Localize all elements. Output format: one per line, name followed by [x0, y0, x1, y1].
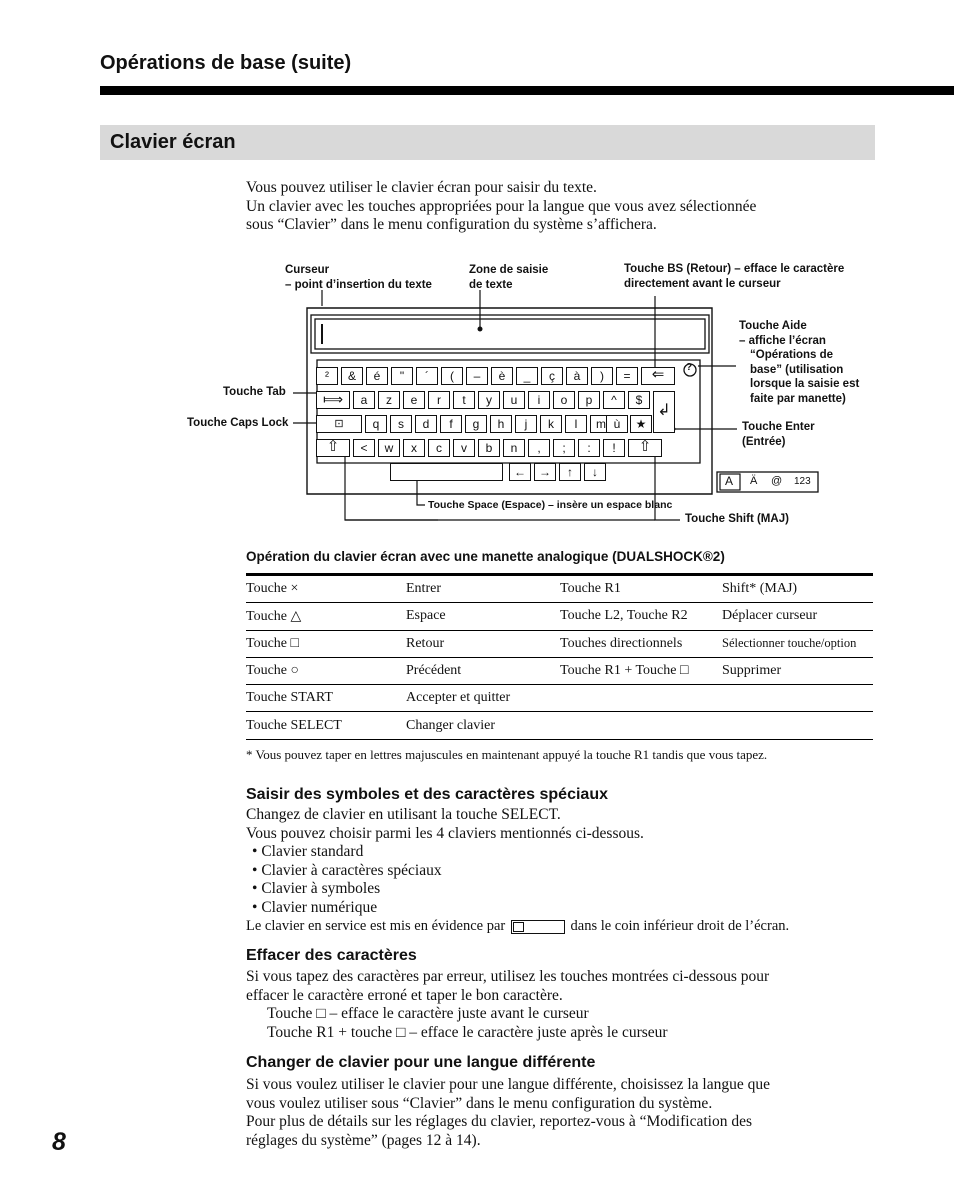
help-icon-glyph: ?: [686, 362, 693, 373]
label-tab-key: Touche Tab: [223, 386, 286, 398]
list-item: Touche □ – efface le caractère juste avant le curseur: [267, 1005, 589, 1022]
tab-key-icon: ⟾: [316, 391, 350, 409]
key: ;: [553, 439, 575, 457]
mode-standard: A: [725, 474, 734, 488]
key: !: [603, 439, 625, 457]
table-row: [246, 603, 873, 630]
table-cell: Touche ○: [246, 658, 402, 685]
key: _: [516, 367, 538, 385]
key: h: [490, 415, 512, 433]
key: d: [415, 415, 437, 433]
key: c: [428, 439, 450, 457]
key: ^: [603, 391, 625, 409]
key: w: [378, 439, 400, 457]
table-cell: Touche R1 + Touche □: [556, 658, 718, 685]
key: à: [566, 367, 588, 385]
key: r: [428, 391, 450, 409]
key: ": [391, 367, 413, 385]
list-item: • Clavier standard: [252, 843, 364, 860]
table-cell: Sélectionner touche/option: [718, 631, 873, 658]
controller-operations-table: [246, 573, 873, 740]
table-cell: [718, 685, 873, 712]
list-item: • Clavier à symboles: [252, 880, 381, 897]
key: z: [378, 391, 400, 409]
key: (: [441, 367, 463, 385]
key: f: [440, 415, 462, 433]
arrow-left-key: ←: [509, 463, 531, 481]
table-row: [246, 658, 873, 685]
table-cell: [556, 685, 718, 712]
key: o: [553, 391, 575, 409]
enter-key-icon: ↲: [653, 391, 675, 433]
table-cell: Touche R1: [556, 573, 718, 603]
key: &: [341, 367, 363, 385]
label-space-key: Touche Space (Espace) – insère un espace blanc: [428, 499, 673, 511]
page-header-title: Opérations de base (suite): [100, 52, 352, 74]
intro-paragraph: [246, 179, 866, 235]
key: p: [578, 391, 600, 409]
table-cell: Accepter et quitter: [402, 685, 556, 712]
key: b: [478, 439, 500, 457]
table-cell: Entrer: [402, 573, 556, 603]
leader-space: [417, 480, 425, 505]
key: <: [353, 439, 375, 457]
table-row: [246, 631, 873, 658]
table-cell: Touche L2, Touche R2: [556, 603, 718, 630]
intro-line: sous “Clavier” dans le menu configuration du système s’affichera.: [246, 216, 657, 233]
key: x: [403, 439, 425, 457]
table-cell: Déplacer curseur: [718, 603, 873, 630]
key: $: [628, 391, 650, 409]
section-title: Clavier écran: [110, 131, 236, 153]
symbols-text: Changez de clavier en utilisant la touche SELECT. Vous pouvez choisir parmi les 4 claviers mentionnés ci-dessous. • Clavier standard • Clavier à caractères spéciaux • Clavier à symboles • Clavier numérique Le clavier en service est mis en évidence par dans le coin inférieur droit de l’écran.: [246, 806, 886, 936]
backspace-key-icon: ⇐: [641, 367, 675, 385]
mode-numeric: 123: [794, 476, 811, 487]
table-cell: Changer clavier: [402, 712, 556, 739]
label-shift-key: Touche Shift (MAJ): [685, 513, 789, 525]
heading-language: Changer de clavier pour une langue différente: [246, 1054, 596, 1071]
key: s: [390, 415, 412, 433]
mode-symbols: @: [771, 475, 783, 487]
key: m: [590, 415, 612, 433]
list-item: Touche R1 + touche □ – efface le caractère juste après le curseur: [267, 1023, 668, 1041]
arrow-right-key: →: [534, 463, 556, 481]
key: v: [453, 439, 475, 457]
shift-key-icon: ⇧: [316, 439, 350, 457]
table-cell: Précédent: [402, 658, 556, 685]
arrow-down-key: ↓: [584, 463, 606, 481]
key: l: [565, 415, 587, 433]
star-key-icon: ★: [630, 415, 652, 433]
space-key: [390, 463, 503, 481]
label-enter-key: Touche Enter (Entrée): [742, 421, 815, 448]
shift-key-right-icon: ⇧: [628, 439, 662, 457]
arrow-up-key: ↑: [559, 463, 581, 481]
intro-line: Un clavier avec les touches appropriées pour la langue que vous avez sélectionnée: [246, 197, 757, 215]
key: ,: [528, 439, 550, 457]
erase-text: Si vous tapez des caractères par erreur, utilisez les touches montrées ci-dessous pour effacer le caractère erroné et taper le bon caractère. Touche □ – efface le caractère juste avant le curseur Touche R1 + touche □ – efface le caractère juste après le curseur: [246, 968, 886, 1042]
intro-line: Vous pouvez utiliser le clavier écran pour saisir du texte.: [246, 179, 597, 196]
key: g: [465, 415, 487, 433]
caps-lock-key-icon: ⊡: [316, 415, 362, 433]
table-cell: Supprimer: [718, 658, 873, 685]
label-caps-key: Touche Caps Lock: [187, 417, 289, 429]
heading-symbols: Saisir des symboles et des caractères spéciaux: [246, 786, 608, 803]
table-cell: Touches directionnels: [556, 631, 718, 658]
table-cell: Touche △: [246, 603, 402, 630]
key: a: [353, 391, 375, 409]
table-row: [246, 712, 873, 739]
list-item: • Clavier numérique: [252, 898, 378, 916]
table-cell: [556, 712, 718, 739]
label-bs-key: Touche BS (Retour) – efface le caractère directement avant le curseur: [624, 263, 845, 290]
table-cell: Retour: [402, 631, 556, 658]
table-cell: [718, 712, 873, 739]
key: é: [366, 367, 388, 385]
list-item: • Clavier à caractères spéciaux: [252, 861, 442, 879]
table-cell: Touche START: [246, 685, 402, 712]
key: :: [578, 439, 600, 457]
header-rule: [100, 86, 954, 95]
key: ´: [416, 367, 438, 385]
table-footnote: * Vous pouvez taper en lettres majuscules en maintenant appuyé la touche R1 tandis que vous tapez.: [246, 747, 768, 762]
table-cell: Espace: [402, 603, 556, 630]
mode-special: Ä: [750, 475, 758, 487]
key: =: [616, 367, 638, 385]
key: ²: [316, 367, 338, 385]
table-caption: Opération du clavier écran avec une manette analogique (DUALSHOCK®2): [246, 549, 725, 564]
table-cell: Touche □: [246, 631, 402, 658]
key: ç: [541, 367, 563, 385]
language-text: Si vous voulez utiliser le clavier pour une langue différente, choisissez la langue que vous voulez utiliser sous “Clavier” dans le menu configuration du système. Pour plus de détails sur les réglages du clavier, reportez-vous à “Modification des réglages du système” (pages 12 à 14).: [246, 1076, 770, 1149]
key: t: [453, 391, 475, 409]
key: u: [503, 391, 525, 409]
mode-indicator-icon: [511, 920, 565, 934]
key: k: [540, 415, 562, 433]
key: ù: [606, 415, 628, 433]
table-row: [246, 685, 873, 712]
table-row: [246, 573, 873, 603]
table-cell: Shift* (MAJ): [718, 573, 873, 603]
key: –: [466, 367, 488, 385]
key: e: [403, 391, 425, 409]
text-entry-box: [311, 315, 709, 353]
key: q: [365, 415, 387, 433]
label-help-key: Touche Aide – affiche l’écran “Opérations de base” (utilisation lorsque la saisie est faite par manette): [739, 320, 860, 405]
label-text-zone: Zone de saisie de texte: [469, 264, 549, 291]
key: n: [503, 439, 525, 457]
page-number: 8: [52, 1128, 66, 1156]
label-cursor: Curseur – point d’insertion du texte: [285, 264, 432, 291]
table-cell: Touche SELECT: [246, 712, 402, 739]
key: j: [515, 415, 537, 433]
key: i: [528, 391, 550, 409]
key: è: [491, 367, 513, 385]
text-entry-inner: [315, 319, 705, 349]
key: y: [478, 391, 500, 409]
heading-erase: Effacer des caractères: [246, 947, 417, 964]
table-cell: Touche ×: [246, 573, 402, 603]
key: ): [591, 367, 613, 385]
